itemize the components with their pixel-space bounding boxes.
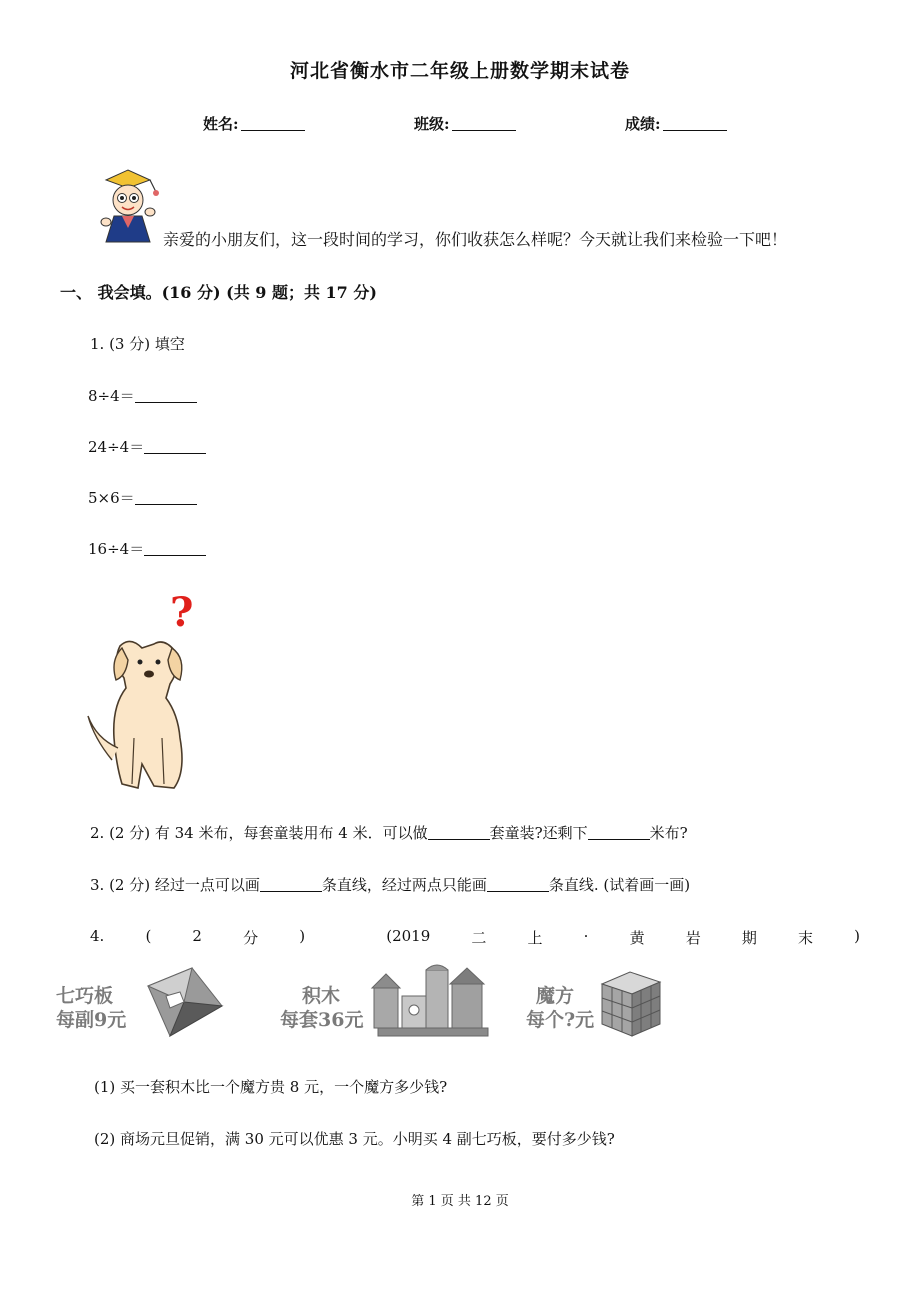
q1-answer-blank[interactable] [144, 540, 206, 556]
class-field[interactable] [414, 113, 516, 134]
tangram-icon [140, 966, 226, 1038]
q1-item [88, 385, 197, 406]
q4-token: 分 [243, 929, 259, 947]
q1-item-expr: 24÷4＝ [88, 438, 145, 456]
q4-token: 2 [192, 927, 202, 945]
class-blank[interactable] [452, 114, 516, 131]
mascot-icon [92, 168, 164, 244]
q4-token: 二 [471, 929, 487, 947]
section-heading: 一、 我会填。(16 分) (共 9 题；共 17 分) [60, 283, 377, 302]
q4-token: 期 [741, 929, 757, 947]
q4-token: 4. [90, 927, 105, 945]
greeting-text: 亲爱的小朋友们，这一段时间的学习，你们收获怎么样呢？今天就让我们来检验一下吧！ [163, 230, 788, 249]
q1-answer-blank[interactable] [135, 489, 197, 505]
svg-text:?: ? [170, 589, 194, 636]
q3-prefix: 3. (2 分) 经过一点可以画 [90, 876, 260, 894]
q3-suffix: 条直线. (试着画一画) [548, 876, 691, 894]
page-footer: 第 1 页 共 12 页 [411, 1194, 509, 1209]
class-label: 班级: [414, 115, 450, 133]
q3-blank-two-points[interactable] [487, 876, 549, 892]
q4-sub2: (2) 商场元旦促销，满 30 元可以优惠 3 元。小明买 4 副七巧板，要付多少钱? [94, 1130, 615, 1148]
q4-token: 末 [797, 929, 813, 947]
name-field[interactable] [203, 113, 305, 134]
product-price: 每套36元 [280, 1009, 364, 1031]
product-name: 魔方 [536, 985, 575, 1007]
q4-token: ) [854, 927, 860, 945]
name-label: 姓名: [203, 115, 239, 133]
product-name: 积木 [302, 985, 341, 1007]
score-field[interactable] [625, 113, 727, 134]
q1-item [88, 436, 206, 457]
product-blocks [280, 984, 363, 1032]
product-price: 每个?元 [526, 1009, 595, 1031]
product-tangram [56, 984, 126, 1032]
q1-item-expr: 8÷4＝ [88, 387, 135, 405]
product-rubiks [526, 984, 594, 1032]
q4-token: ) [299, 927, 306, 945]
q1-item-expr: 5×6＝ [88, 489, 135, 507]
q1-answer-blank[interactable] [135, 387, 197, 403]
product-price: 每副9元 [56, 1009, 127, 1031]
q1-header: 1. (3 分) 填空 [90, 335, 185, 353]
q2-prefix: 2. (2 分) 有 34 米布，每套童装用布 4 米．可以做 [90, 824, 428, 842]
blocks-icon [368, 960, 494, 1040]
dog-picture [82, 588, 202, 796]
q1-item [88, 487, 197, 508]
page-title: 河北省衡水市二年级上册数学期末试卷 [289, 60, 630, 82]
q3-text [90, 874, 690, 895]
q3-blank-one-point[interactable] [260, 876, 322, 892]
q2-blank-remainder[interactable] [588, 824, 650, 840]
q2-suffix: 米布? [649, 824, 688, 842]
rubiks-cube-icon [596, 968, 666, 1040]
q3-middle: 条直线，经过两点只能画 [321, 876, 487, 894]
q4-sub1: (1) 买一套积木比一个魔方贵 8 元，一个魔方多少钱? [94, 1078, 448, 1096]
q4-token: · [583, 927, 589, 945]
score-blank[interactable] [663, 114, 727, 131]
q1-item [88, 538, 206, 559]
q4-token: 黄 [629, 929, 645, 947]
q4-token: (2019 [386, 927, 431, 945]
q2-blank-suits[interactable] [428, 824, 490, 840]
q4-token: 岩 [685, 929, 701, 947]
q4-header [90, 927, 860, 948]
score-label: 成绩: [625, 115, 661, 133]
q4-token: ( [145, 927, 152, 945]
q1-answer-blank[interactable] [144, 438, 206, 454]
name-blank[interactable] [241, 114, 305, 131]
q2-middle: 套童装?还剩下 [489, 824, 588, 842]
q4-token: 上 [527, 929, 543, 947]
q1-item-expr: 16÷4＝ [88, 540, 145, 558]
q2-text [90, 822, 688, 843]
product-name: 七巧板 [56, 985, 114, 1007]
